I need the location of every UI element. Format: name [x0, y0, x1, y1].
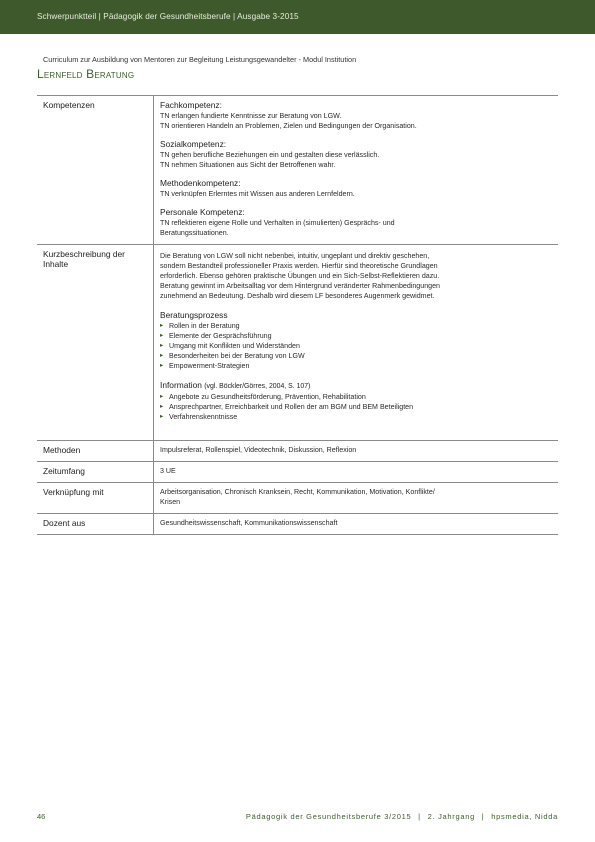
row-dozent: [37, 514, 558, 535]
list-item: ▸ Umgang mit Konflikten und Widerständen: [160, 341, 554, 351]
row-methoden: [37, 441, 558, 462]
footer-journal: Pädagogik der Gesundheitsberufe 3/2015: [245, 812, 412, 821]
footer-publisher: hpsmedia, Nidda: [491, 812, 558, 821]
competence-line: TN orientieren Handeln an Problemen, Zielen und Bedingungen der Organisation.: [160, 122, 417, 130]
row-label-line: Kurzbeschreibung der: [43, 249, 125, 259]
list-item: ▸ Verfahrenskenntnisse: [160, 412, 554, 422]
information-heading-line: [160, 380, 554, 392]
curriculum-title: Curriculum zur Ausbildung von Mentoren zur Begleitung Leistungsgewandelter - Modul Institution: [43, 55, 357, 64]
beratungsprozess-list: [160, 321, 554, 371]
row-content-verknuepfung: [154, 483, 559, 514]
beratungsprozess-block: [160, 310, 554, 371]
list-item: ▸ Rollen in der Beratung: [160, 321, 554, 331]
row-label-verknuepfung: Verknüpfung mit: [37, 483, 154, 514]
competence-heading: Fachkompetenz:: [160, 100, 222, 110]
intro-paragraph: [160, 251, 554, 301]
row-label-line: Inhalte: [43, 259, 69, 269]
competence-group-personal: [160, 207, 554, 238]
list-item: ▸ Empowerment-Strategien: [160, 361, 554, 371]
competence-heading: Personale Kompetenz:: [160, 207, 245, 217]
row-label-kurzbeschreibung: [37, 245, 154, 441]
row-label-zeitumfang: Zeitumfang: [37, 462, 154, 483]
information-reference: (vgl. Böckler/Görres, 2004, S. 107): [204, 383, 311, 390]
section-title: Lernfeld Beratung: [37, 67, 135, 81]
competence-line: TN gehen berufliche Beziehungen ein und gestalten diese verlässlich.: [160, 151, 380, 159]
footer-separator: |: [418, 812, 421, 821]
competence-line: TN nehmen Situationen aus Sicht der Betroffenen wahr.: [160, 161, 336, 169]
list-item: ▸ Angebote zu Gesundheitsförderung, Prävention, Rehabilitation: [160, 392, 554, 402]
competence-group-sozial: [160, 139, 554, 170]
row-content-dozent: Gesundheitswissenschaft, Kommunikationswissenschaft: [154, 514, 559, 535]
competence-line: TN reflektieren eigene Rolle und Verhalten in (simulierten) Gesprächs- und: [160, 219, 395, 227]
page-number: 46: [37, 812, 46, 821]
footer-citation: [246, 812, 558, 821]
row-kurzbeschreibung: [37, 245, 558, 441]
footer-year: 2. Jahrgang: [427, 812, 475, 821]
verknuepfung-line: Krisen: [160, 498, 181, 506]
list-item: ▸ Besonderheiten bei der Beratung von LGW: [160, 351, 554, 361]
row-content-zeitumfang: 3 UE: [154, 462, 559, 483]
row-label-kompetenzen: Kompetenzen: [37, 96, 154, 245]
competence-group-methoden: [160, 178, 554, 199]
list-item: ▸ Elemente der Gesprächsführung: [160, 331, 554, 341]
information-block: [160, 380, 554, 422]
row-label-dozent: Dozent aus: [37, 514, 154, 535]
row-content-kurzbeschreibung: [154, 245, 559, 441]
page-footer: [37, 812, 558, 821]
running-header-text: Schwerpunktteil | Pädagogik der Gesundheitsberufe | Ausgabe 3-2015: [37, 12, 299, 21]
beratungsprozess-heading: Beratungsprozess: [160, 310, 228, 320]
intro-line: Die Beratung von LGW soll nicht nebenbei, intuitiv, ungeplant und direktiv geschehen,: [160, 252, 430, 260]
row-content-kompetenzen: [154, 96, 559, 245]
information-list: [160, 392, 554, 422]
competence-heading: Sozialkompetenz:: [160, 139, 227, 149]
row-label-methoden: Methoden: [37, 441, 154, 462]
intro-line: sondern Bestandteil professioneller Praxis werden. Hierfür sind theoretische Grundlagen: [160, 262, 438, 270]
row-content-methoden: Impulsreferat, Rollenspiel, Videotechnik, Diskussion, Reflexion: [154, 441, 559, 462]
competence-line: Beratungssituationen.: [160, 229, 229, 237]
verknuepfung-line: Arbeitsorganisation, Chronisch Kranksein, Recht, Kommunikation, Motivation, Konflikte/: [160, 488, 435, 496]
row-kompetenzen: [37, 96, 558, 245]
intro-line: zunehmend an Bedeutung. Deshalb wird diesem LF besonderes Augenmerk gewidmet.: [160, 292, 435, 300]
row-zeitumfang: [37, 462, 558, 483]
competence-line: TN erlangen fundierte Kenntnisse zur Beratung von LGW.: [160, 112, 342, 120]
curriculum-table: [37, 95, 558, 535]
intro-line: erforderlich. Ebenso gehören praktische Übungen und ein Sich-Selbst-Reflektieren dazu.: [160, 272, 440, 280]
list-item: ▸ Ansprechpartner, Erreichbarkeit und Rollen der am BGM und BEM Beteiligten: [160, 402, 554, 412]
competence-heading: Methodenkompetenz:: [160, 178, 241, 188]
competence-line: TN verknüpfen Erlerntes mit Wissen aus anderen Lernfeldern.: [160, 190, 355, 198]
information-heading: Information: [160, 380, 202, 390]
intro-line: Beratung gewinnt im Arbeitsalltag vor dem Hintergrund veränderter Rahmenbedingungen: [160, 282, 440, 290]
row-verknuepfung: [37, 483, 558, 514]
running-header-band: [0, 0, 595, 34]
competence-group-fach: [160, 100, 554, 131]
footer-separator: |: [481, 812, 485, 821]
